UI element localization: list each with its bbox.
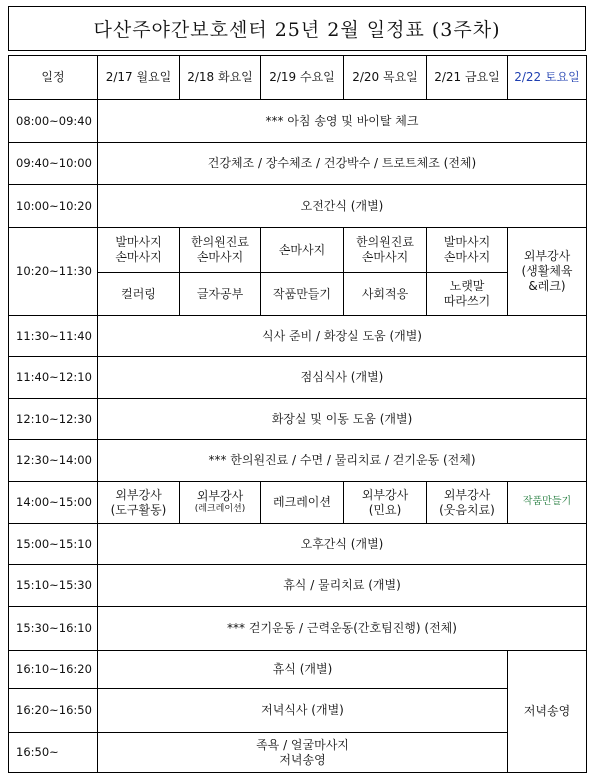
header-time: 일정 [9, 56, 98, 100]
activity-cell: 건강체조 / 장수체조 / 건강박수 / 트로트체조 (전체) [98, 143, 587, 185]
activity-line: 손마사지 [278, 242, 326, 257]
activity-line: (민요) [368, 502, 402, 517]
time-cell: 12:10~12:30 [9, 399, 98, 440]
activity-line: (웃음치료) [439, 502, 495, 517]
activity-line: 노랫말 [449, 279, 485, 293]
time-cell: 14:00~15:00 [9, 482, 98, 524]
activity-cell: 휴식 (개별) [98, 651, 508, 689]
activity-line: 발마사지 [443, 235, 491, 249]
activity-line: 손마사지 [361, 250, 409, 264]
activity-line: 발마사지 [115, 235, 162, 249]
schedule-row [9, 399, 587, 440]
time-cell: 15:30~16:10 [9, 607, 98, 651]
activity-line: 손마사지 [115, 250, 162, 264]
time-cell: 11:30~11:40 [9, 316, 98, 357]
activity-cell-sat-evening: 저녁송영 [508, 651, 587, 773]
activity-line: 외부강사 [443, 487, 491, 502]
activity-cell-wed: 레크레이션 [261, 482, 344, 524]
time-cell: 15:10~15:30 [9, 565, 98, 607]
activity-line: 외부강사 [361, 487, 409, 502]
activity-cell: 점심식사 (개별) [98, 357, 587, 399]
time-cell: 16:10~16:20 [9, 651, 98, 689]
time-cell: 11:40~12:10 [9, 357, 98, 399]
activity-cell-sat: 작품만들기 [508, 482, 587, 524]
header-day-fri: 2/21 금요일 [427, 56, 508, 100]
schedule-row [9, 440, 587, 482]
activity-cell-thu [344, 482, 427, 524]
schedule-table [8, 55, 587, 773]
activity-line: 족욕 / 얼굴마사지 [256, 737, 349, 752]
activity-cell: *** 한의원진료 / 수면 / 물리치료 / 걷기운동 (전체) [98, 440, 587, 482]
activity-line: 한의원진료 [356, 235, 414, 249]
schedule-row [9, 143, 587, 185]
schedule-row [9, 100, 587, 143]
schedule-row [9, 524, 587, 565]
schedule-row [9, 733, 587, 773]
activity-cell-mon-1 [98, 228, 180, 273]
schedule-row [9, 482, 587, 524]
activity-line: &레크) [528, 279, 566, 293]
activity-cell-wed-1 [261, 228, 344, 273]
time-cell: 08:00~09:40 [9, 100, 98, 143]
activity-cell: *** 걷기운동 / 근력운동(간호팀진행) (전체) [98, 607, 587, 651]
activity-line: 외부강사 [523, 249, 571, 263]
activity-line: 손마사지 [443, 250, 491, 264]
schedule-row [9, 607, 587, 651]
schedule-row [9, 565, 587, 607]
activity-line: 따라쓰기 [443, 294, 491, 308]
activity-line: 글자공부 [196, 286, 244, 301]
activity-cell-fri-1 [427, 228, 508, 273]
time-cell: 09:40~10:00 [9, 143, 98, 185]
activity-cell: 식사 준비 / 화장실 도움 (개별) [98, 316, 587, 357]
schedule-title: 다산주야간보호센터 25년 2월 일정표 (3주차) [8, 6, 586, 51]
header-day-sat: 2/22 토요일 [508, 56, 587, 100]
activity-cell-tue-1 [180, 228, 261, 273]
activity-cell-mon-2 [98, 273, 180, 316]
activity-cell: *** 아침 송영 및 바이탈 체크 [98, 100, 587, 143]
activity-line: 작품만들기 [273, 286, 331, 301]
activity-line: (레크레이션) [194, 504, 246, 515]
activity-line: 외부강사 [196, 489, 244, 504]
schedule-row [9, 228, 587, 273]
activity-line: 외부강사 [115, 487, 162, 502]
schedule-row [9, 185, 587, 228]
header-day-tue: 2/18 화요일 [180, 56, 261, 100]
activity-cell: 저녁식사 (개별) [98, 689, 508, 733]
activity-line: 사회적응 [361, 286, 409, 301]
activity-line: 저녁송영 [279, 752, 326, 767]
header-row [9, 56, 587, 100]
activity-line: 손마사지 [196, 250, 244, 264]
activity-cell-tue [180, 482, 261, 524]
activity-cell: 오후간식 (개별) [98, 524, 587, 565]
activity-line: 한의원진료 [191, 235, 249, 249]
activity-cell-wed-2 [261, 273, 344, 316]
time-cell: 12:30~14:00 [9, 440, 98, 482]
time-cell: 10:20~11:30 [9, 228, 98, 316]
activity-cell [98, 733, 508, 773]
activity-cell: 화장실 및 이동 도움 (개별) [98, 399, 587, 440]
activity-line: (도구활동) [110, 502, 167, 517]
schedule-row [9, 316, 587, 357]
activity-line: (생활체육 [521, 264, 573, 278]
activity-cell-fri-2 [427, 273, 508, 316]
activity-line: 컬러링 [121, 286, 156, 301]
activity-cell: 휴식 / 물리치료 (개별) [98, 565, 587, 607]
header-day-mon: 2/17 월요일 [98, 56, 180, 100]
activity-cell-fri [427, 482, 508, 524]
time-cell: 10:00~10:20 [9, 185, 98, 228]
time-cell: 15:00~15:10 [9, 524, 98, 565]
schedule-row [9, 651, 587, 689]
activity-cell: 오전간식 (개별) [98, 185, 587, 228]
activity-cell-thu-2 [344, 273, 427, 316]
time-cell: 16:50~ [9, 733, 98, 773]
activity-cell-mon [98, 482, 180, 524]
header-day-wed: 2/19 수요일 [261, 56, 344, 100]
activity-cell-sat [508, 228, 587, 316]
schedule-row [9, 357, 587, 399]
activity-cell-tue-2 [180, 273, 261, 316]
header-day-thu: 2/20 목요일 [344, 56, 427, 100]
activity-cell-thu-1 [344, 228, 427, 273]
time-cell: 16:20~16:50 [9, 689, 98, 733]
schedule-row [9, 689, 587, 733]
